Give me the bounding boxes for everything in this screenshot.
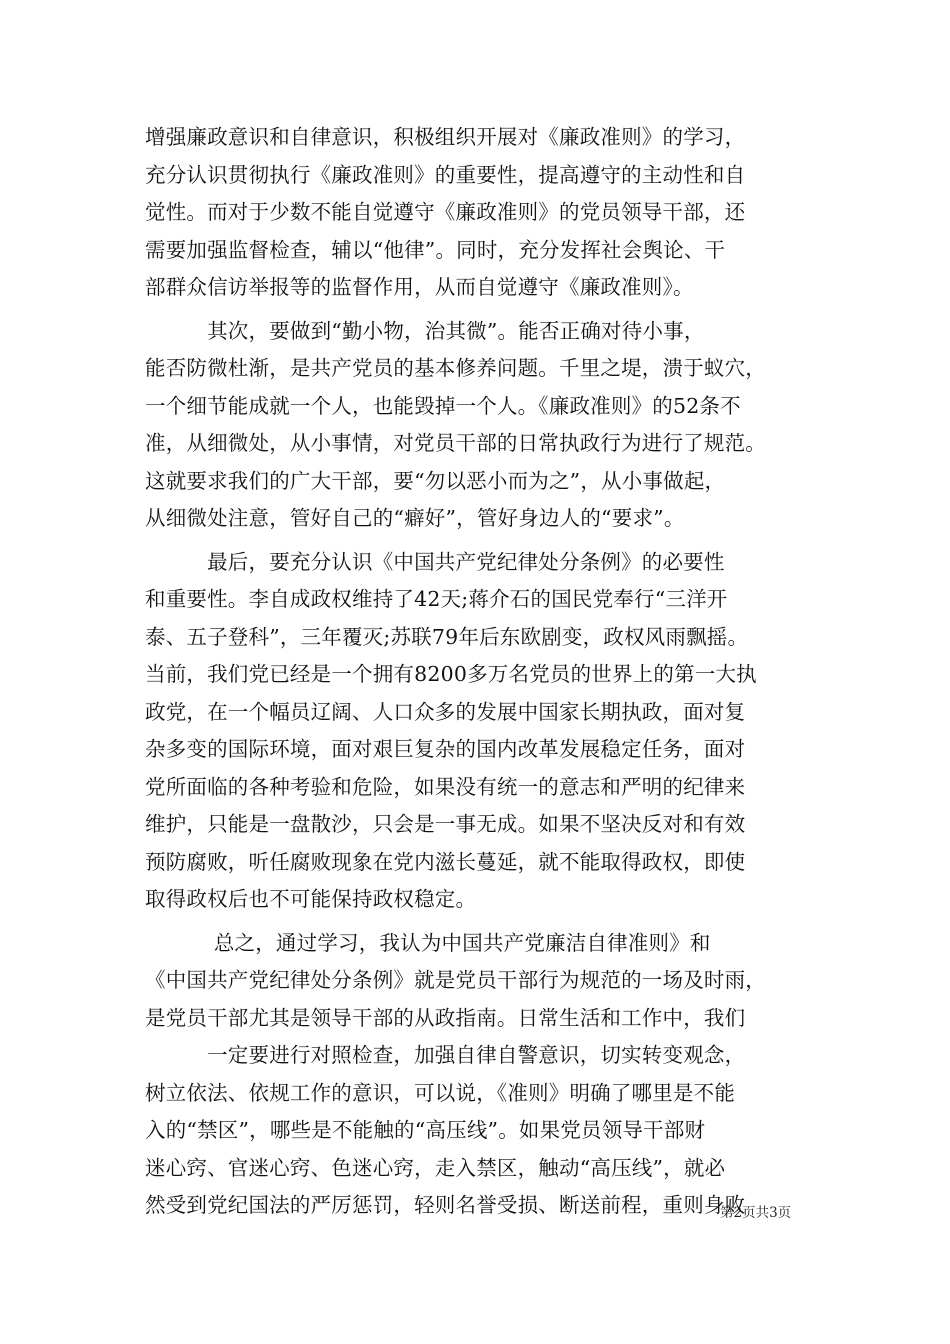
text-line: 是党员干部尤其是领导干部的从政指南。日常生活和工作中，我们: [145, 1005, 746, 1030]
text-line: 维护，只能是一盘散沙，只会是一事无成。如果不坚决反对和有效: [145, 812, 746, 836]
text-line: 然受到党纪国法的严厉惩罚，轻则名誉受损、断送前程，重则身败: [145, 1193, 746, 1217]
paragraph: [145, 1037, 810, 1225]
paragraph: [145, 925, 810, 1038]
text-line: 杂多变的国际环境，面对艰巨复杂的国内改革发展稳定任务，面对: [145, 737, 746, 761]
text-line: 树立依法、依规工作的意识，可以说，《准则》明确了哪里是不能: [145, 1080, 736, 1105]
text-line: 部群众信访举报等的监督作用，从而自觉遵守《廉政准则》。: [145, 275, 694, 299]
text-line: 当前，我们党已经是一个拥有8200多万名党员的世界上的第一大执: [145, 662, 757, 686]
text-line: 《中国共产党纪律处分条例》就是党员干部行为规范的一场及时雨，: [145, 968, 766, 992]
text-line: 需要加强监督检查，辅以“他律”。同时，充分发挥社会舆论、干: [145, 237, 726, 262]
body-text: [145, 119, 810, 1225]
text-line: 入的“禁区”，哪些是不能触的“高压线”。如果党员领导干部财: [145, 1118, 706, 1142]
text-line: 一个细节能成就一个人，也能毁掉一个人。《廉政准则》的52条不: [145, 393, 741, 418]
text-line: 觉性。而对于少数不能自觉遵守《廉政准则》的党员领导干部，还: [145, 200, 746, 224]
paragraph: [145, 119, 810, 307]
paragraph: [145, 544, 810, 919]
text-line: 能否防微杜渐，是共产党员的基本修养问题。千里之堤，溃于蚁穴，: [145, 356, 766, 380]
text-line: 这就要求我们的广大干部，要“勿以恶小而为之”，从小事做起，: [145, 468, 726, 493]
page-number: 第2页共3页: [720, 1205, 792, 1221]
text-line: 泰、五子登科”，三年覆灭;苏联79年后东欧剧变，政权风雨飘摇。: [145, 624, 749, 649]
text-line: 充分认识贯彻执行《廉政准则》的重要性，提高遵守的主动性和自: [145, 162, 746, 187]
text-line: 取得政权后也不可能保持政权稳定。: [145, 887, 477, 911]
text-line: 迷心窍、官迷心窍、色迷心窍，走入禁区，触动“高压线”，就必: [145, 1155, 726, 1180]
text-line: 增强廉政意识和自律意识，积极组织开展对《廉政准则》的学习，: [145, 125, 746, 149]
text-line: 准，从细微处，从小事情，对党员干部的日常执政行为进行了规范。: [145, 431, 766, 455]
text-line: 其次，要做到“勤小物，治其微”。能否正确对待小事，: [145, 318, 705, 343]
text-line: 党所面临的各种考验和危险，如果没有统一的意志和严明的纪律来: [145, 774, 746, 799]
text-line: 从细微处注意，管好自己的“癖好”，管好身边人的“要求”。: [145, 506, 685, 530]
text-line: 和重要性。李自成政权维持了42天;蒋介石的国民党奉行“三洋开: [145, 587, 728, 611]
text-line: 一定要进行对照检查，加强自律自警意识，切实转变观念，: [145, 1043, 746, 1067]
text-line: 预防腐败，听任腐败现象在党内滋长蔓延，就不能取得政权，即使: [145, 849, 746, 874]
text-line: 总之，通过学习，我认为中国共产党廉洁自律准则》和: [145, 930, 711, 955]
paragraph: [145, 313, 810, 538]
text-line: 最后，要充分认识《中国共产党纪律处分条例》的必要性: [145, 549, 725, 574]
text-line: 政党，在一个幅员辽阔、人口众多的发展中国家长期执政，面对复: [145, 699, 746, 724]
